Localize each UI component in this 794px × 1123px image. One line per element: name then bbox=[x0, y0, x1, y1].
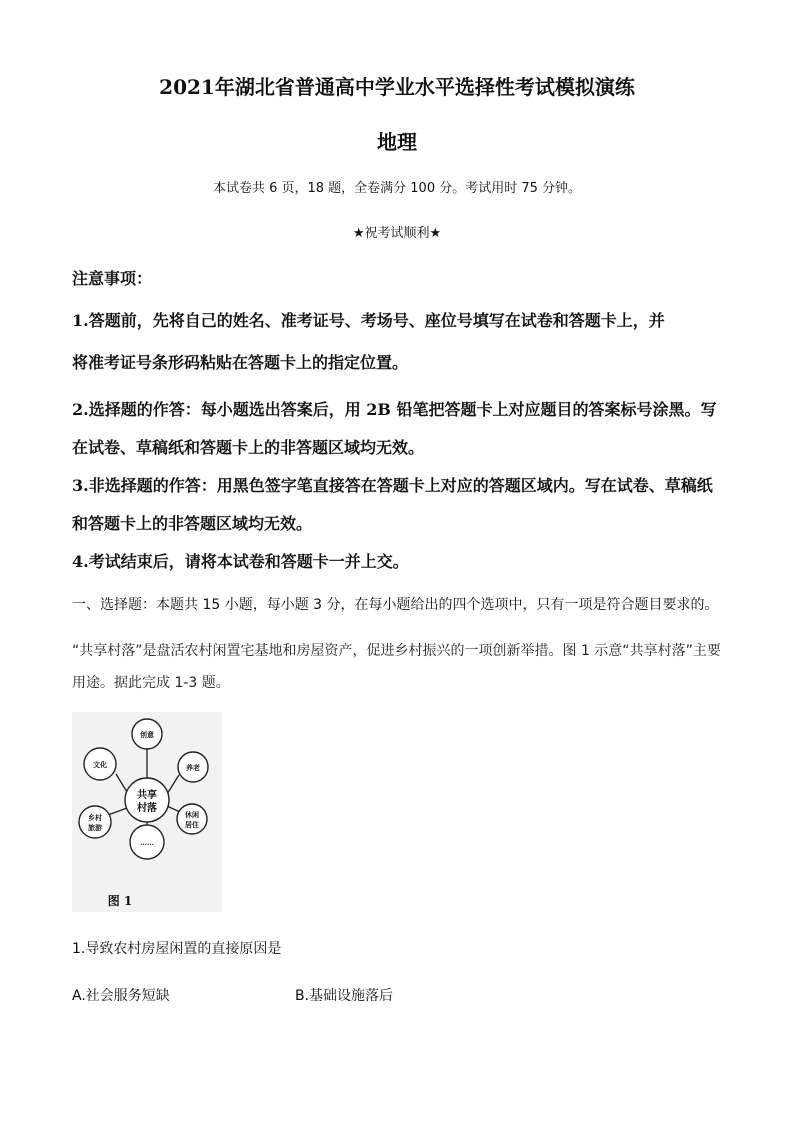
notice-item-1: 1.答题前，先将自己的姓名、准考证号、考场号、座位号填写在试卷和答题卡上，并 bbox=[72, 311, 665, 330]
option-b: B.基础设施落后 bbox=[295, 988, 394, 1004]
section-title: 一、选择题：本题共 15 小题，每小题 3 分，在每小题给出的四个选项中，只有一项是符合题目要求的。 bbox=[72, 597, 719, 613]
shared-village-diagram bbox=[72, 712, 222, 912]
node-lower-right-circle bbox=[177, 804, 207, 834]
notice-item-2: 2.选择题的作答：每小题选出答案后，用 2B 铅笔把答题卡上对应题目的答案标号涂黑。写在试卷、草稿纸和答题卡上的非答题区域均无效。 bbox=[72, 400, 717, 457]
node-lower-right-line-1: 休闲 bbox=[185, 810, 199, 819]
question-1-stem: 1.导致农村房屋闲置的直接原因是 bbox=[72, 941, 282, 957]
subject-title: 地理 bbox=[377, 130, 417, 154]
node-top-label: 创意 bbox=[140, 730, 154, 739]
node-lower-left-circle bbox=[79, 806, 111, 838]
exam-title: 2021年湖北省普通高中学业水平选择性考试模拟演练 bbox=[159, 75, 635, 99]
node-upper-right-label: 养老 bbox=[186, 763, 200, 772]
node-lower-left-line-1: 乡村 bbox=[88, 813, 102, 822]
notice-item-4: 4.考试结束后，请将本试卷和答题卡一并上交。 bbox=[72, 552, 409, 571]
notice-heading: 注意事项： bbox=[72, 269, 153, 288]
center-line-1: 共享 bbox=[137, 790, 157, 801]
node-bottom-label: …… bbox=[140, 838, 154, 847]
exam-info: 本试卷共 6 页，18 题，全卷满分 100 分。考试用时 75 分钟。 bbox=[212, 181, 582, 196]
figure-caption: 图 1 bbox=[107, 894, 133, 908]
node-lower-left-line-2: 旅游 bbox=[88, 823, 102, 832]
notice-item-1-cont: 将准考证号条形码粘贴在答题卡上的指定位置。 bbox=[72, 353, 409, 372]
center-line-2: 村落 bbox=[137, 803, 157, 814]
good-luck-line: ★祝考试顺利★ bbox=[352, 226, 442, 241]
option-a: A.社会服务短缺 bbox=[72, 988, 170, 1004]
notice-item-3: 3.非选择题的作答：用黑色签字笔直接答在答题卡上对应的答题区域内。写在试卷、草稿纸和答题卡上的非答题区域均无效。 bbox=[72, 476, 713, 533]
node-upper-left-label: 文化 bbox=[93, 760, 107, 769]
node-lower-right-line-2: 居住 bbox=[185, 820, 199, 829]
question-intro: “共享村落”是盘活农村闲置宅基地和房屋资产，促进乡村振兴的一项创新举措。图 1 示意“共享村落”主要用途。据此完成 1-3 题。 bbox=[72, 643, 721, 691]
figure-1-diagram bbox=[72, 712, 222, 912]
